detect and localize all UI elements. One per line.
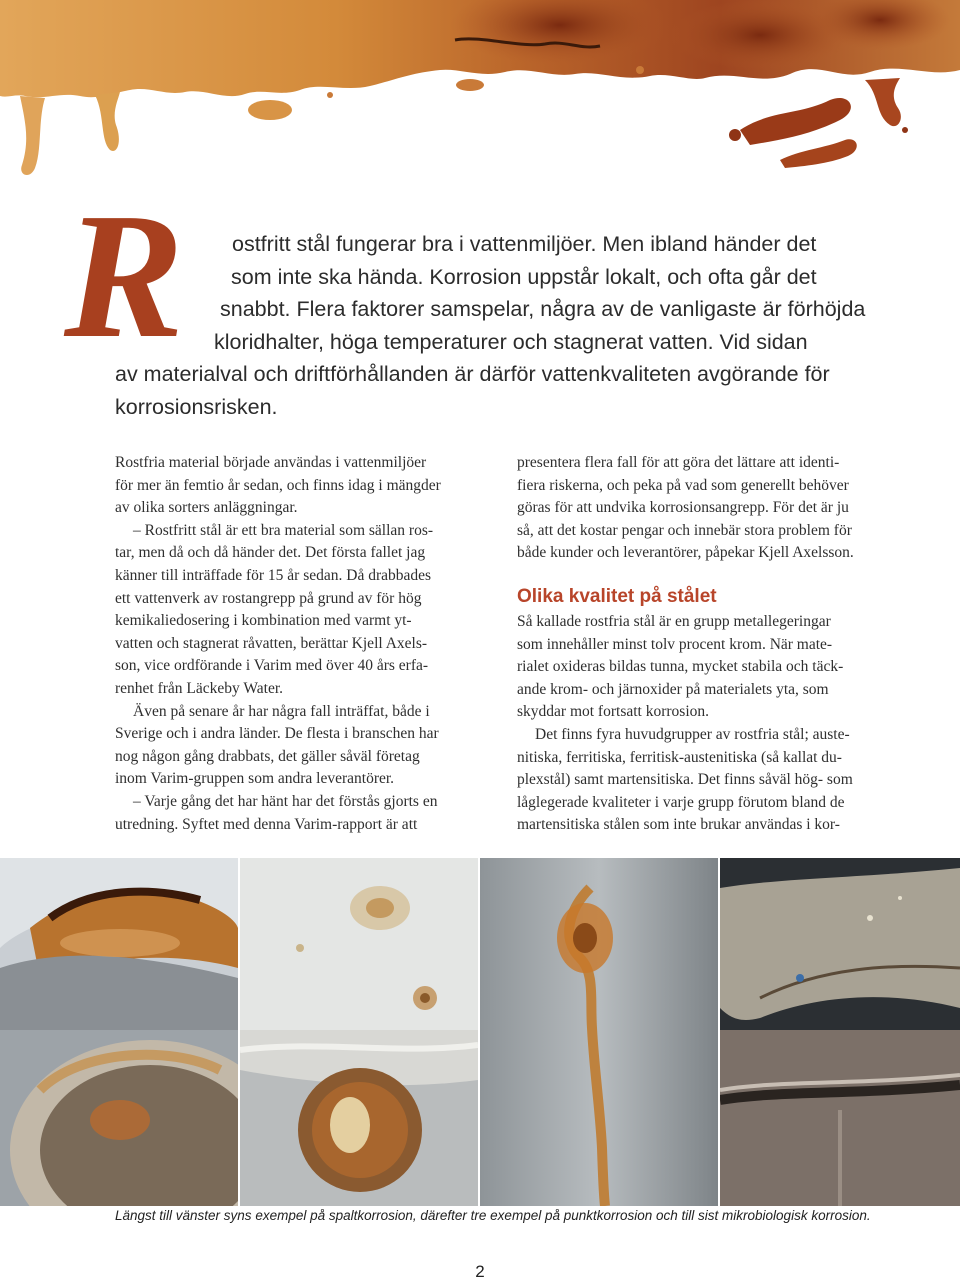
text-line: känner till inträffade för 15 år sedan. Då drabbades: [115, 566, 432, 584]
text-line: renhet från Läckeby Water.: [115, 679, 284, 697]
intro-line: korrosionsrisken.: [115, 394, 278, 419]
intro-line: ostfritt stål fungerar bra i vattenmiljöer. Men ibland händer det: [232, 232, 817, 256]
text-line: presentera flera fall för att göra det lättare att identi-: [517, 454, 840, 471]
text-line: Så kallade rostfria stål är en grupp metallegeringar: [517, 612, 831, 630]
page-number: 2: [475, 1262, 485, 1281]
right-column: [517, 452, 897, 837]
text-line: utredning. Syftet med denna Varim-rapport är att: [115, 815, 418, 833]
paragraph: [115, 452, 495, 520]
paragraph: [517, 724, 897, 837]
text-line: för mer än femtio år sedan, och finns idag i mängder: [115, 476, 441, 494]
text-line: göras för att undvika korrosionsangrepp. För det är ju: [517, 499, 849, 517]
text-line: ande krom- och järnoxider på materialets yta, som: [517, 680, 829, 698]
paragraph: [115, 791, 495, 836]
photo-crevice-corrosion-top: [0, 858, 238, 1030]
text-line: både kunder och leverantörer, påpekar Kjell Axelsson.: [517, 544, 854, 562]
text-line: Även på senare år har några fall inträffat, både i: [133, 702, 430, 720]
left-column: [115, 452, 495, 836]
text-line: – Rostfritt stål är ett bra material som sällan ros-: [133, 521, 434, 539]
rust-banner-image: [0, 0, 960, 190]
intro-line: av materialval och driftförhållanden är därför vattenkvaliteten avgörande för: [115, 362, 830, 386]
text-line: rialet oxideras bildas tunna, mycket stabila och täck-: [517, 658, 844, 676]
paragraph: [115, 701, 495, 791]
text-line: tar, men då och då händer det. Det första fallet jag: [115, 544, 426, 562]
text-line: fiera riskerna, och peka på vad som generellt behöver: [517, 476, 849, 494]
text-line: låglegerade kvaliteter i varje grupp förutom bland de: [517, 793, 845, 811]
paragraph: [517, 452, 897, 565]
text-line: som innehåller minst tolv procent krom. När mate-: [517, 635, 833, 653]
text-line: nitiska, ferritiska, ferritisk-austenitiska (så kallat du-: [517, 748, 842, 766]
intro-line: snabbt. Flera faktorer samspelar, några av de vanligaste är förhöjda: [220, 297, 866, 321]
photo-pitting-corrosion-1: [240, 858, 478, 1030]
text-line: inom Varim-gruppen som andra leverantörer.: [115, 770, 395, 788]
text-line: Sverige och i andra länder. De flesta i branschen har: [115, 725, 439, 743]
photo-crevice-corrosion-bottom: [0, 1030, 238, 1206]
intro-line: som inte ska hända. Korrosion uppstår lokalt, och ofta går det: [231, 264, 817, 289]
text-line: ett vattenverk av rostangrepp på grund av för hög: [115, 589, 422, 607]
photo-microbiological-corrosion-2: [720, 1030, 960, 1206]
text-line: son, vice ordförande i Varim med över 40 års erfa-: [115, 657, 429, 675]
text-line: av olika sorters anläggningar.: [115, 499, 298, 517]
drop-cap-letter: R: [64, 198, 185, 348]
text-line: Det finns fyra huvudgrupper av rostfria stål; auste-: [535, 725, 850, 743]
corrosion-photo-strip: [0, 858, 960, 1206]
photo-microbiological-corrosion-1: [720, 858, 960, 1030]
text-line: så, att det kostar pengar och innebär stora problem för: [517, 521, 852, 539]
paragraph: [517, 611, 897, 724]
intro-line: kloridhalter, höga temperaturer och stagnerat vatten. Vid sidan: [214, 329, 808, 354]
text-line: kemikaliedosering i kombination med varmt yt-: [115, 612, 412, 630]
text-line: plexstål) samt martensitiska. Det finns såväl hög- som: [517, 771, 853, 789]
photo-pitting-corrosion-2: [240, 1030, 478, 1206]
photo-pitting-corrosion-3: [480, 858, 718, 1206]
text-line: Rostfria material började användas i vattenmiljöer: [115, 454, 427, 471]
intro-paragraph: [115, 228, 905, 423]
text-line: nog någon gång drabbats, det gäller såväl företag: [115, 747, 420, 765]
text-line: – Varje gång det har hänt har det förstås gjorts en: [133, 792, 438, 810]
text-line: vatten och stagnerat råvatten, berättar Kjell Axels-: [115, 634, 428, 652]
paragraph: [115, 520, 495, 701]
photo-caption: Längst till vänster syns exempel på spaltkorrosion, därefter tre exempel på punktkorrosion och till sist mikrobiologisk korrosion.: [115, 1208, 871, 1223]
section-heading: Olika kvalitet på stålet: [517, 585, 717, 607]
text-line: martensitiska stålen som inte brukar användas i kor-: [517, 816, 840, 834]
text-line: skyddar mot fortsatt korrosion.: [517, 703, 710, 721]
